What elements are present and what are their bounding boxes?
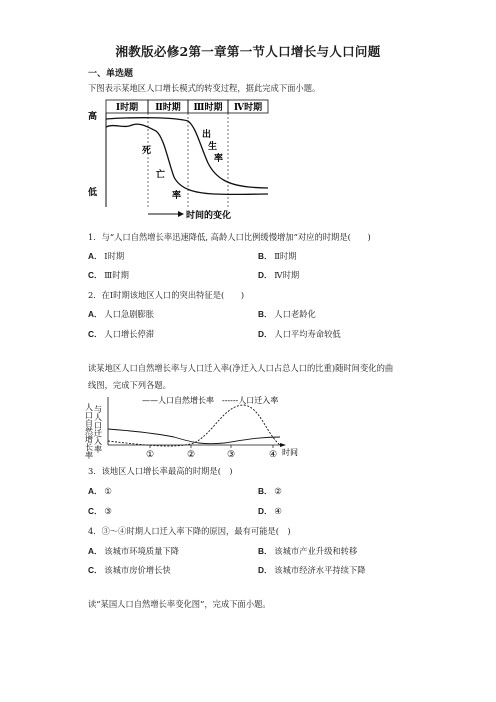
- q1-option-b-text: Ⅱ时期: [274, 251, 297, 261]
- mark-1: ①: [146, 450, 155, 460]
- q2-option-d-letter: D．: [258, 329, 273, 339]
- mark-3: ③: [227, 450, 236, 460]
- intro-text-1: 下图表示某地区人口增长模式的转变过程，据此完成下面小题。: [88, 83, 321, 93]
- mark-4: ④: [269, 450, 278, 460]
- q2-option-a-letter: A．: [88, 309, 103, 319]
- mark-2: ②: [187, 450, 196, 460]
- q3-stem: 3．该地区人口增长率最高的时期是( ): [88, 466, 233, 476]
- y-low-label: 低: [88, 188, 98, 198]
- q1-option-a-text: Ⅰ时期: [104, 251, 125, 261]
- q1-option-c-text: Ⅲ时期: [104, 270, 129, 280]
- q3-option-b-text: ②: [274, 486, 282, 496]
- section-heading: 一、单选题: [88, 69, 134, 79]
- q4-option-d-letter: D．: [258, 565, 273, 575]
- q3-option-c-text: ③: [104, 506, 112, 516]
- death-label-3: 率: [172, 191, 182, 201]
- figure-population-transition: [84, 97, 280, 225]
- q4-option-c[interactable]: [88, 564, 171, 576]
- x-axis-arrowhead: [178, 211, 184, 217]
- q1-option-b[interactable]: [258, 250, 297, 262]
- q3-option-d-text: ④: [274, 506, 282, 516]
- q3-option-a-letter: A．: [88, 486, 103, 496]
- q4-option-d[interactable]: [258, 564, 366, 576]
- legend-migration: ------人口迁入率: [222, 396, 279, 405]
- q3-option-b[interactable]: [258, 485, 282, 497]
- q3-option-d[interactable]: [258, 505, 282, 517]
- period-label-1: Ⅰ时期: [115, 103, 139, 113]
- birth-rate-curve: [106, 118, 268, 188]
- birth-label-3: 率: [214, 154, 224, 164]
- q2-option-b-letter: B．: [258, 309, 273, 319]
- death-rate-curve: [106, 124, 268, 194]
- page-title: 湘教版必修2第一章第一节人口增长与人口问题: [115, 44, 381, 59]
- q1-stem: 1．与“人口自然增长率迅速降低, 高龄人口比例缓慢增加”对应的时期是( ): [88, 232, 371, 242]
- intro-text-2-line2: 线图，完成下列各题。: [88, 380, 171, 390]
- x-axis-label: 时间: [282, 448, 298, 457]
- y-label-a: 人口自然增长率: [84, 403, 94, 459]
- q2-option-d[interactable]: [258, 328, 341, 340]
- q1-option-c-letter: C．: [88, 270, 103, 280]
- q2-option-c[interactable]: [88, 328, 154, 340]
- q1-option-b-letter: B．: [258, 251, 273, 261]
- q4-option-a-text: 该城市环境质量下降: [104, 546, 179, 556]
- x-axis-arrowhead: [280, 443, 286, 447]
- q2-option-c-text: 人口增长停滞: [104, 329, 155, 339]
- death-label-1: 死: [142, 146, 152, 156]
- q3-option-c-letter: C．: [88, 506, 103, 516]
- birth-label-1: 出: [202, 130, 212, 140]
- legend-natural-growth: ——人口自然增长率: [142, 396, 214, 405]
- q2-option-b-text: 人口老龄化: [274, 309, 316, 319]
- birth-label-2: 生: [208, 142, 218, 152]
- natural-growth-curve: [108, 429, 280, 444]
- q4-option-a-letter: A．: [88, 546, 103, 556]
- y-label-b: 与人口迁入率: [93, 405, 103, 453]
- q3-option-a[interactable]: [88, 485, 112, 497]
- intro-text-3: 读“某国人口自然增长率变化图”，完成下面小题。: [88, 599, 271, 609]
- q2-option-b[interactable]: [258, 308, 316, 320]
- q1-option-d-text: Ⅳ时期: [274, 270, 300, 280]
- q1-option-a[interactable]: [88, 250, 124, 262]
- q2-stem: 2．在Ⅰ时期该地区人口的突出特征是( ): [88, 290, 245, 300]
- figure-growth-migration: [84, 393, 306, 465]
- q4-option-b-text: 该城市产业升级和转移: [274, 546, 358, 556]
- q4-option-a[interactable]: [88, 545, 179, 557]
- y-high-label: 高: [88, 112, 98, 122]
- q1-option-c[interactable]: [88, 269, 129, 281]
- q2-option-a[interactable]: [88, 308, 154, 320]
- q4-stem: 4．③～④时期人口迁入率下降的原因，最有可能是( ): [88, 526, 291, 536]
- q3-option-d-letter: D．: [258, 506, 273, 516]
- q2-option-c-letter: C．: [88, 329, 103, 339]
- q1-option-a-letter: A．: [88, 251, 103, 261]
- y-axis-label: [84, 402, 103, 460]
- intro-text-2-line1: 读某地区人口自然增长率与人口迁入率(净迁入人口占总人口的比重)随时间变化的曲: [88, 363, 394, 373]
- period-label-3: Ⅲ时期: [193, 103, 223, 113]
- q2-option-a-text: 人口急剧膨胀: [104, 309, 155, 319]
- q3-option-c[interactable]: [88, 505, 112, 517]
- q2-option-d-text: 人口平均寿命较低: [274, 329, 341, 339]
- q1-option-d[interactable]: [258, 269, 299, 281]
- period-label-4: Ⅳ时期: [233, 103, 263, 113]
- q3-option-b-letter: B．: [258, 486, 273, 496]
- x-axis-label: 时间的变化: [186, 211, 232, 221]
- q1-option-d-letter: D．: [258, 270, 273, 280]
- q3-option-a-text: ①: [104, 486, 112, 496]
- death-label-2: 亡: [156, 170, 166, 180]
- q4-option-b[interactable]: [258, 545, 357, 557]
- q4-option-b-letter: B．: [258, 546, 273, 556]
- q4-option-c-letter: C．: [88, 565, 103, 575]
- q4-option-d-text: 该城市经济水平持续下降: [274, 565, 366, 575]
- period-label-2: Ⅱ时期: [155, 103, 181, 113]
- migration-curve: [108, 405, 280, 446]
- q4-option-c-text: 该城市房价增长快: [104, 565, 171, 575]
